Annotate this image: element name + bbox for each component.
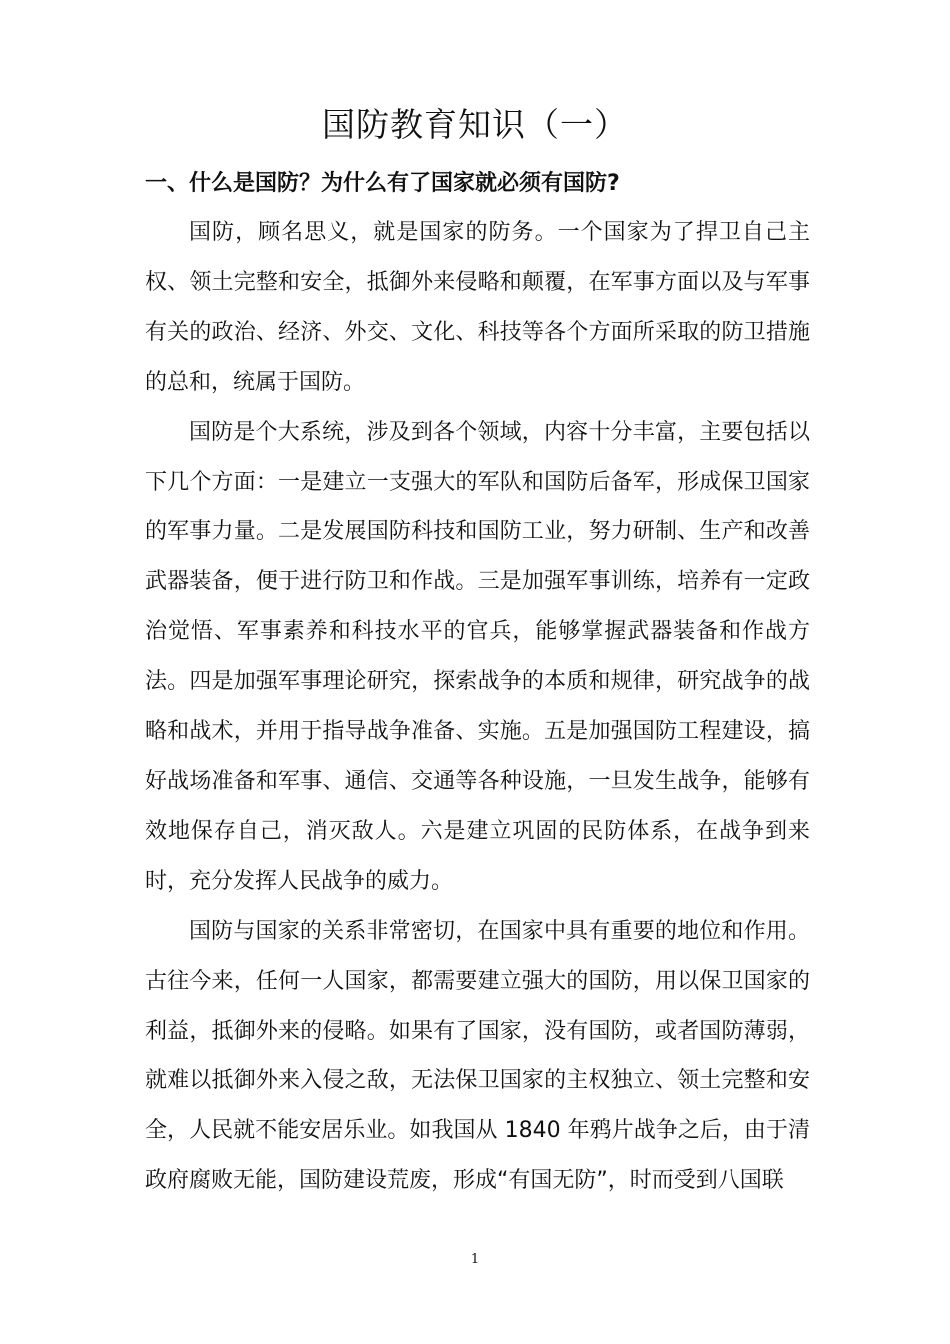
page-number: 1 bbox=[470, 1252, 480, 1267]
paragraph: 国防是个大系统，涉及到各个领域，内容十分丰富，主要包括以下几个方面：一是建立一支强大的军队和国防后备军，形成保卫国家的军事力量。二是发展国防科技和国防工业，努力研制、生产和改善武器装备，便于进行防卫和作战。三是加强军事训练，培养有一定政治觉悟、军事素养和科技水平的官兵，能够掌握武器装备和作战方法。四是加强军事理论研究，探索战争的本质和规律，研究战争的战略和战术，并用于指导战争准备、实施。五是加强国防工程建设，搞好战场准备和军事、通信、交通等各种设施，一旦发生战争，能够有效地保存自己，消灭敌人。六是建立巩固的民防体系，在战争到来时，充分发挥人民战争的威力。 bbox=[145, 419, 810, 894]
paragraph: 国防与国家的关系非常密切，在国家中具有重要的地位和作用。古往今来，任何一人国家，都需要建立强大的国防，用以保卫国家的利益，抵御外来的侵略。如果有了国家，没有国防，或者国防薄弱，就难以抵御外来入侵之敌，无法保卫国家的主权独立、领土完整和安全，人民就不能安居乐业。如我国从 1840 年鸦片战争之后，由于清政府腐败无能，国防建设荒废，形成“有国无防”，时而受到八国联 bbox=[145, 918, 810, 1194]
body-text bbox=[145, 208, 810, 1206]
paragraph: 国防，顾名思义，就是国家的防务。一个国家为了捍卫自己主权、领土完整和安全，抵御外来侵略和颠覆，在军事方面以及与军事有关的政治、经济、外交、文化、科技等各个方面所采取的防卫措施的总和，统属于国防。 bbox=[145, 220, 810, 395]
section-heading: 一、什么是国防？为什么有了国家就必须有国防? bbox=[145, 171, 620, 196]
document-title: 国防教育知识（一） bbox=[322, 105, 628, 144]
